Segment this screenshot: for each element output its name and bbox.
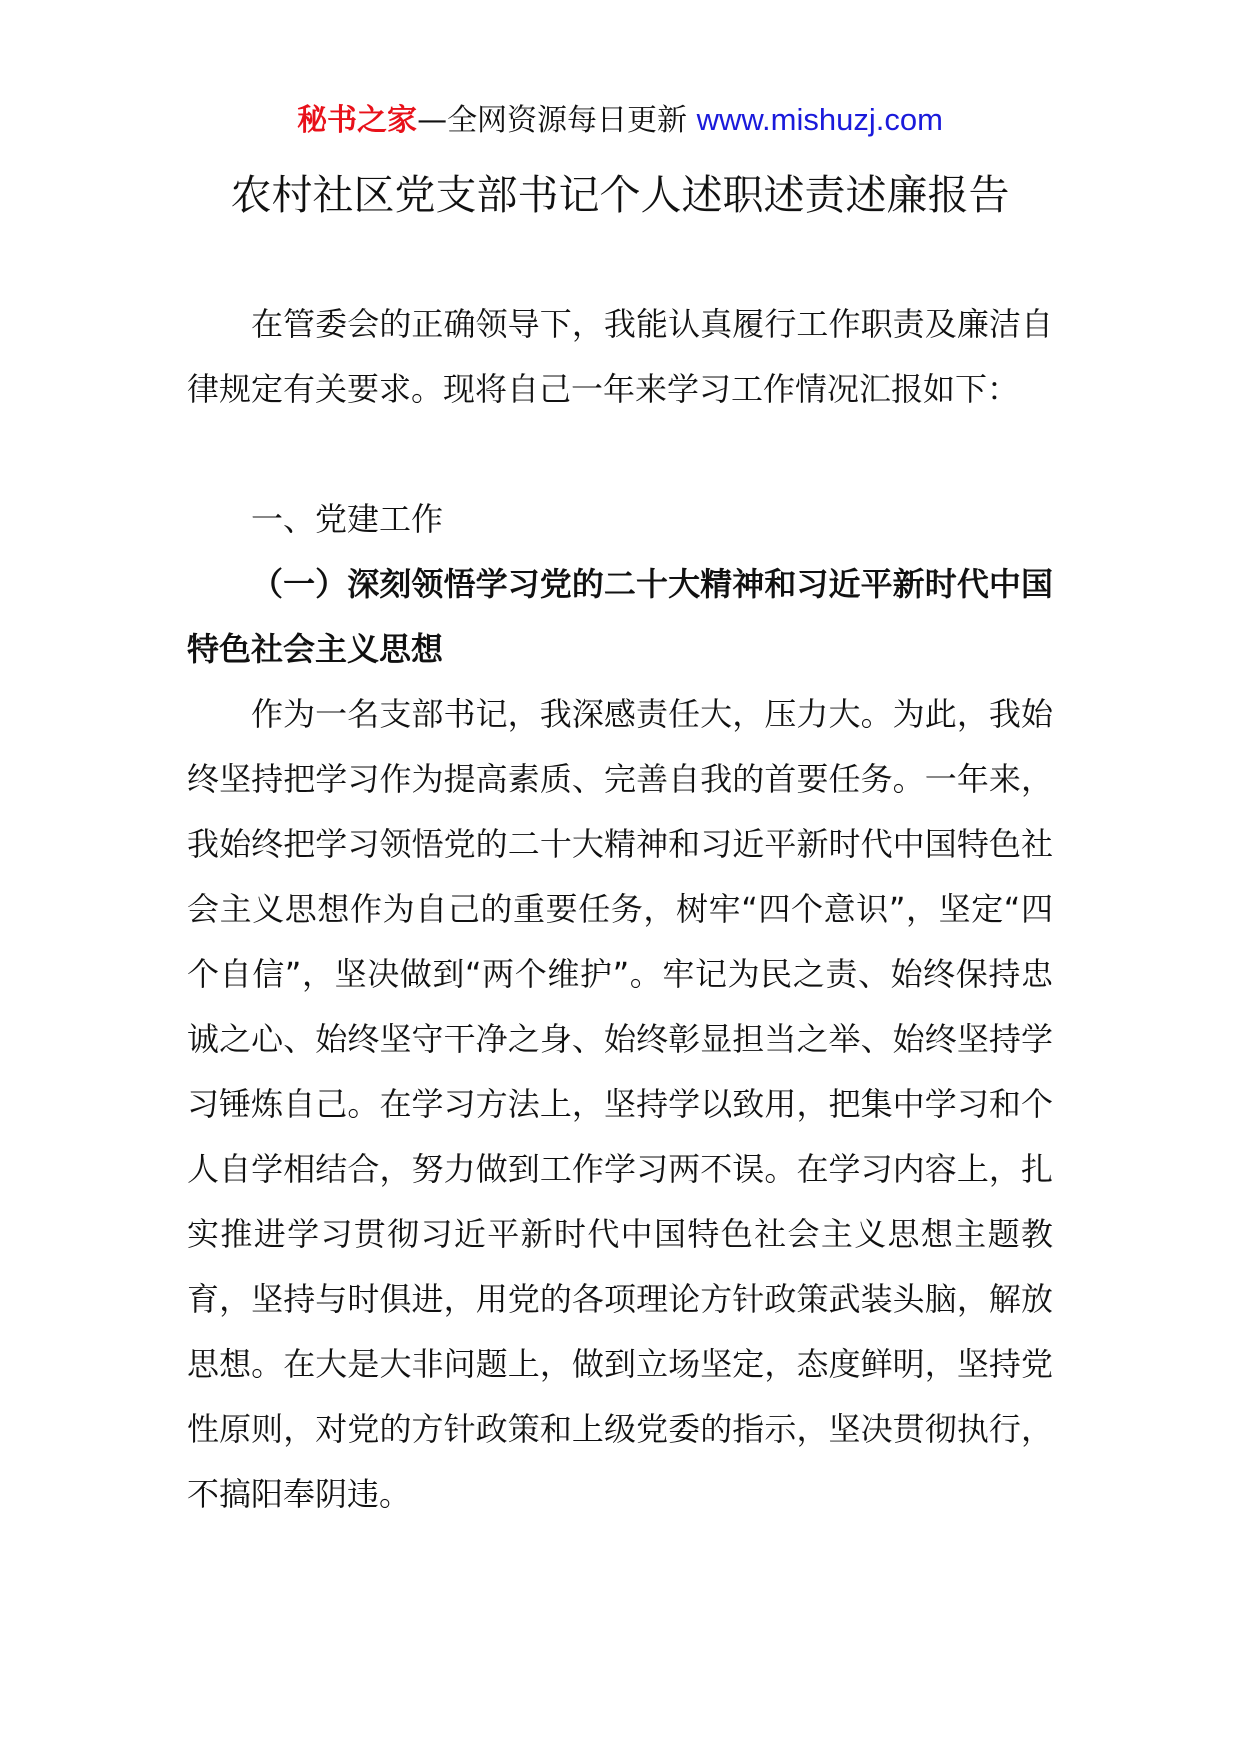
section-heading: 一、党建工作 [251, 500, 444, 538]
brand-name: 秘书之家 [297, 103, 418, 138]
header-tagline: —全网资源每日更新 [417, 103, 697, 138]
intro-paragraph: 在管委会的正确领导下，我能认真履行工作职责及廉洁自律规定有关要求。现将自己一年来学习工作情况汇报如下： [187, 305, 1053, 408]
site-header [0, 100, 1240, 141]
document-body [187, 292, 1053, 1527]
subsection-heading: （一）深刻领悟学习党的二十大精神和习近平新时代中国特色社会主义思想 [187, 565, 1053, 668]
site-url[interactable]: www.mishuzj.com [696, 102, 943, 137]
body-paragraph: 作为一名支部书记，我深感责任大，压力大。为此，我始终坚持把学习作为提高素质、完善自我的首要任务。一年来，我始终把学习领悟党的二十大精神和习近平新时代中国特色社会主义思想作为自己的重要任务，树牢“四个意识”，坚定“四个自信”，坚决做到“两个维护”。牢记为民之责、始终保持忠诚之心、始终坚守干净之身、始终彰显担当之举、始终坚持学习锤炼自己。在学习方法上，坚持学以致用，把集中学习和个人自学相结合，努力做到工作学习两不误。在学习内容上，扎实推进学习贯彻习近平新时代中国特色社会主义思想主题教育，坚持与时俱进，用党的各项理论方针政策武装头脑，解放思想。在大是大非问题上，做到立场坚定，态度鲜明，坚持党性原则，对党的方针政策和上级党委的指示，坚决贯彻执行，不搞阳奉阴违。 [187, 695, 1053, 1513]
document-title: 农村社区党支部书记个人述职述责述廉报告 [230, 171, 1010, 219]
